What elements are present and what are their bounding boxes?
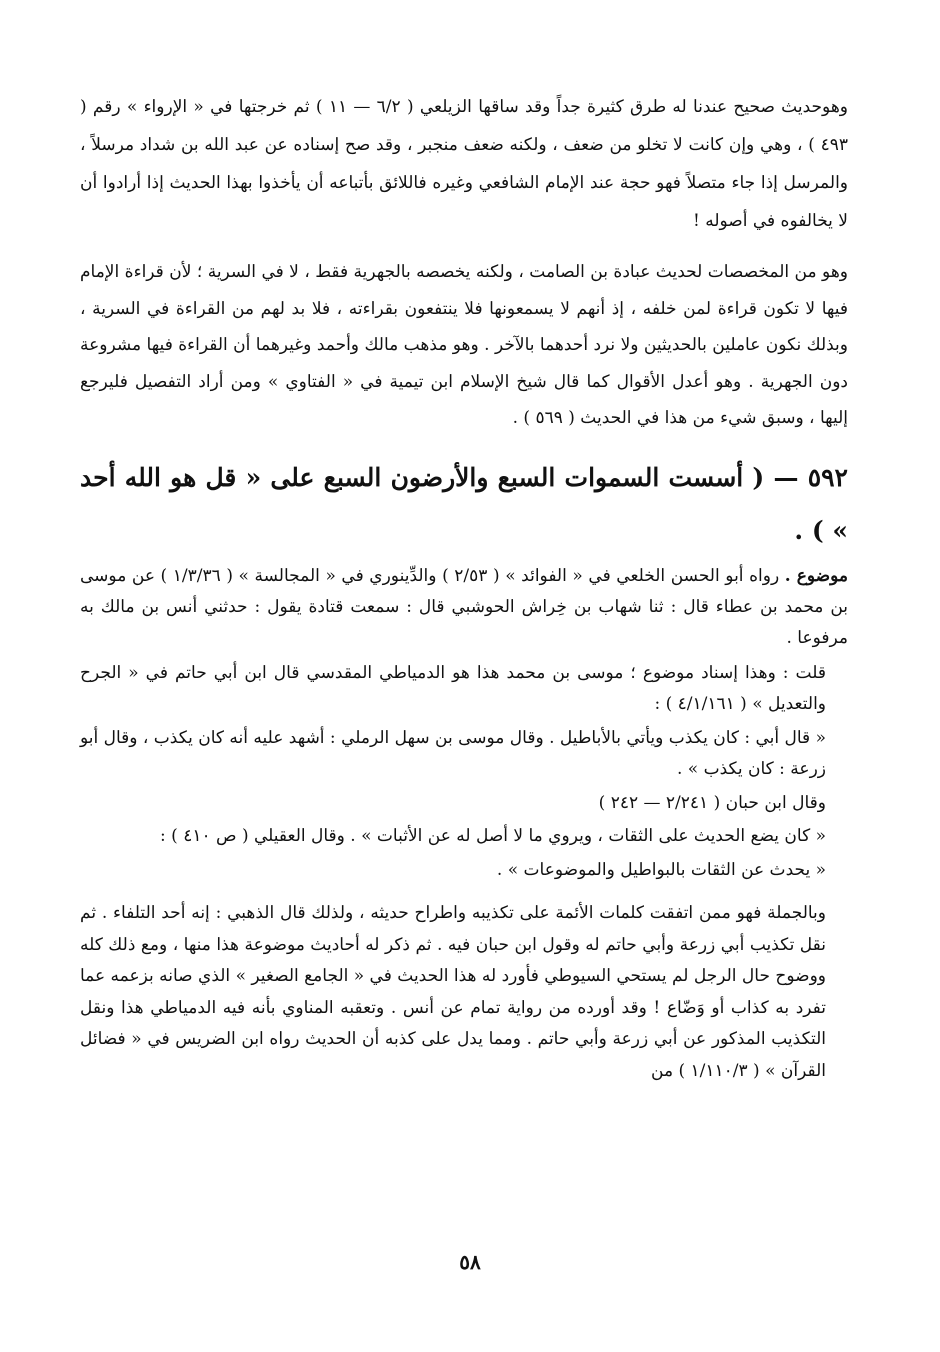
quote-block-2: « كان يضع الحديث على الثقات ، ويروي ما لا أصل له عن الأثبات » . وقال العقيلي ( ص ٤١٠ ) : xyxy=(160,826,826,846)
quote-block-1: « قال أبي : كان يكذب ويأتي بالأباطيل . وقال موسى بن سهل الرملي : أشهد عليه أنه كان يكذب ، وقال أبو زرعة : كان يكذب » . xyxy=(80,727,826,779)
commentary-block-1: قلت : وهذا إسناد موضوع ؛ موسى بن محمد هذا هو الدمياطي المقدسي قال ابن أبي حاتم في « الجرح والتعديل » ( ٤/١/١٦١ ) : xyxy=(80,662,826,714)
hadith-dash: — xyxy=(773,462,799,492)
page-number: ٥٨ xyxy=(459,1250,481,1274)
page-text-area xyxy=(80,88,848,1104)
quote-block-3: « يحدث عن الثقات بالبواطيل والموضوعات » . xyxy=(496,859,826,880)
hadith-number: ٥٩٢ xyxy=(807,462,848,492)
final-paragraph: وبالجملة فهو ممن اتفقت كلمات الأئمة على تكذيبه واطراح حديثه ، ولذلك قال الذهبي : إنه أحد التلفاء . ثم نقل تكذيب أبي زرعة وأبي حاتم له وقول ابن حبان فيه . ثم ذكر له أحاديث موضوعة هذا منها ، ومع ذلك كله ووضوح حال الرجل لم يستحي السيوطي فأورد له هذا الحديث في « الجامع الصغير » الذي صانه بزعمه عما تفرد به كذاب أو وَضّاع ! وقد أورده من رواية تمام عن أنس . وتعقبه المناوي بأنه فيه الدمياطي هذا ونقل التكذيب المذكور عن أبي زرعة وأبي حاتم . ومما يدل على كذبه أن الحديث رواه ابن الضريس في « فضائل القرآن » ( ١/١١٠/٣ ) من xyxy=(80,903,826,1081)
hadith-title: ( أسست السموات السبع والأرضون السبع على « قل هو الله أحد » ) . xyxy=(80,462,848,545)
verdict-text: رواه أبو الحسن الخلعي في « الفوائد » ( ٢/٥٣ ) والدِّينوري في « المجالسة » ( ١/٣/٣٦ ) عن موسى بن محمد بن عطاء قال : ثنا شهاب بن خِراش الحوشبي قال : سمعت قتادة يقول : حدثني أنس بن مالك به مرفوعا . xyxy=(80,565,848,648)
verdict-keyword: موضوع . xyxy=(784,565,849,586)
commentary-block-2: وقال ابن حبان ( ٢/٢٤١ — ٢٤٢ ) xyxy=(598,792,826,813)
paragraph-1: وهوحديث صحيح عندنا له طرق كثيرة جداً وقد ساقها الزيلعي ( ٦/٢ — ١١ ) ثم خرجتها في « الإرواء » رقم ( ٤٩٣ ) ، وهي وإن كانت لا تخلو من ضعف ، ولكنه ضعف منجبر ، وقد صح إسناده عن عبد الله بن شداد مرسلاً ، والمرسل إذا جاء متصلاً فهو حجة عند الإمام الشافعي وغيره فاللائق بأتباعه أن يأخذوا بهذا الحديث إذا أرادوا أن لا يخالفوه في أصوله ! xyxy=(80,97,848,231)
hadith-verdict xyxy=(80,561,848,654)
paragraph-2: وهو من المخصصات لحديث عبادة بن الصامت ، ولكنه يخصصه بالجهرية فقط ، لا في السرية ؛ لأن قراءة الإمام فيها لا تكون قراءة لمن خلفه ، إذ أنهم لا يسمعونها فلا ينتفعون بقراءته ، فلا بد لهم من القراءة في السرية ، وبذلك نكون عاملين بالحديثين ولا نرد أحدهما بالآخر . وهو مذهب مالك وأحمد وغيرهما أن القراءة فيها مشروعة دون الجهرية . وهو أعدل الأقوال كما قال شيخ الإسلام ابن تيمية في « الفتاوي » ومن أراد التفصيل فليرجع إليها ، وسبق شيء من هذا في الحديث ( ٥٦٩ ) . xyxy=(80,262,848,428)
hadith-heading xyxy=(80,451,848,557)
